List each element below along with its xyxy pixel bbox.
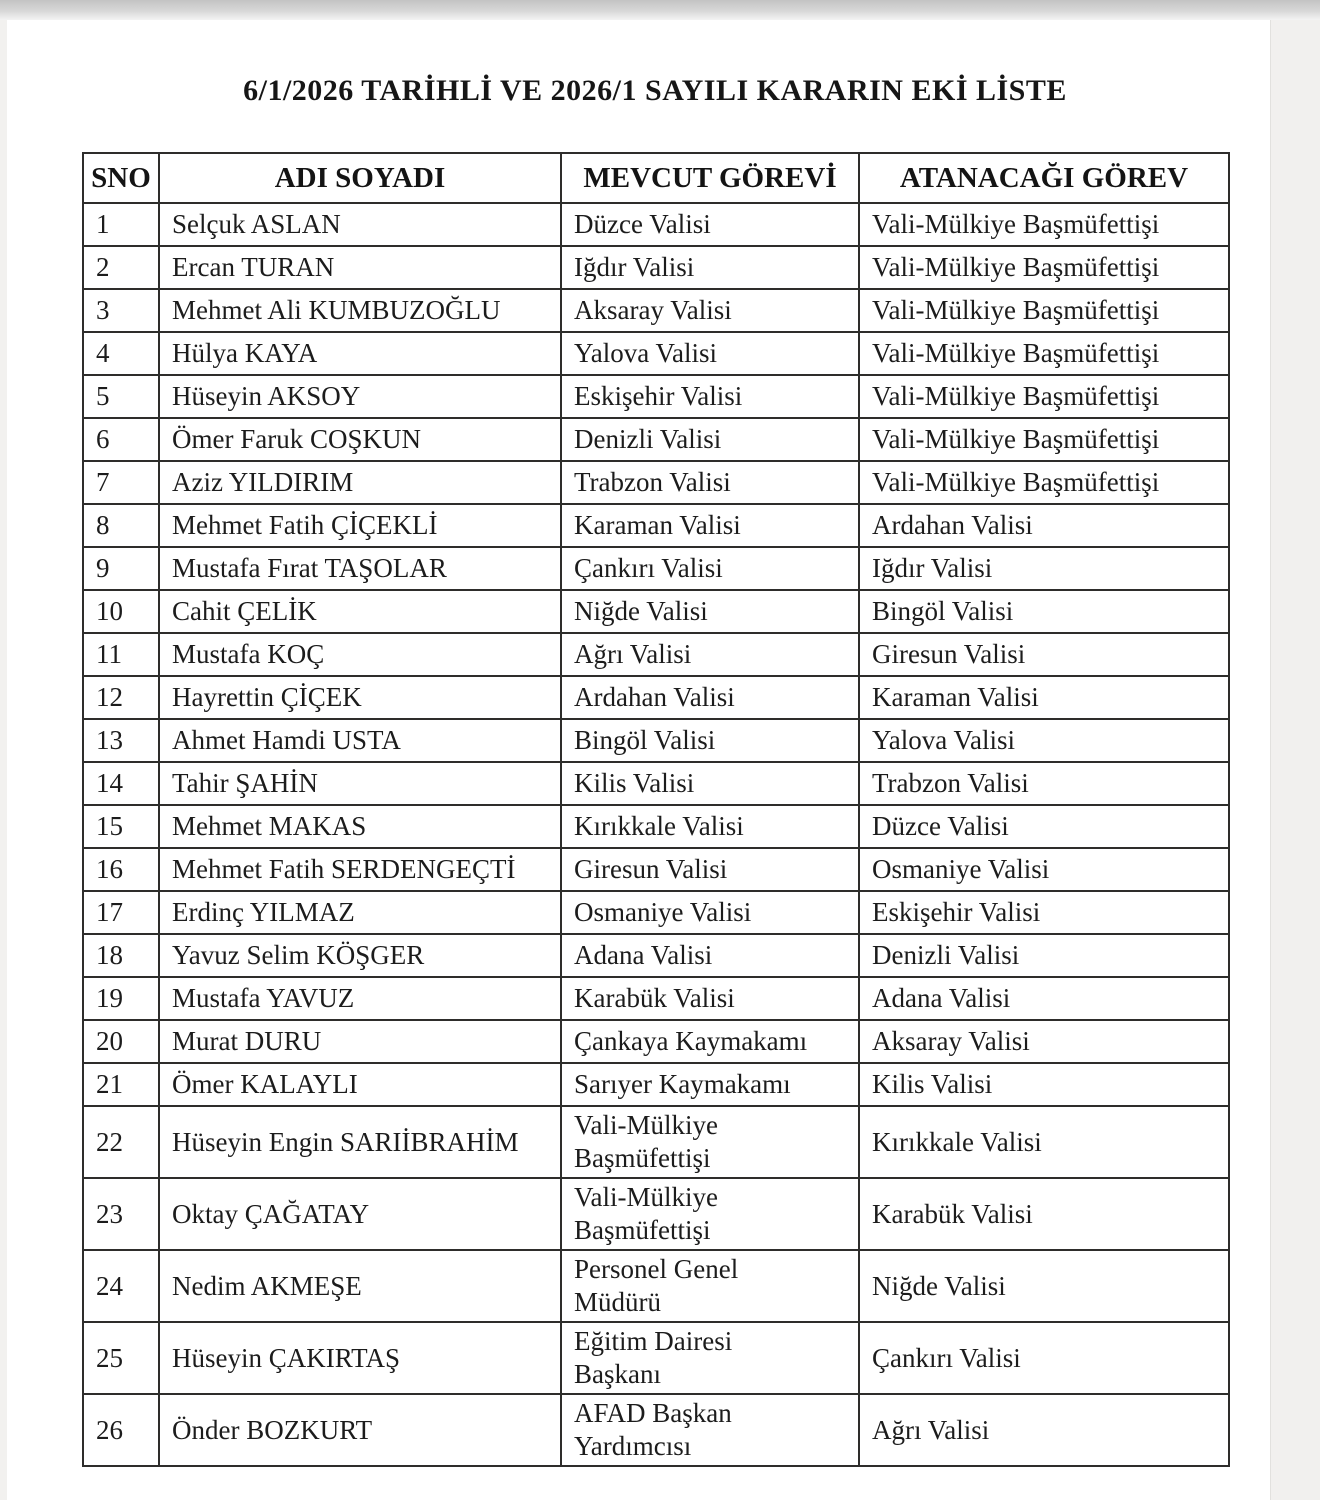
table-row bbox=[83, 891, 1229, 934]
cell-current-post: Personel Genel Müdürü bbox=[561, 1250, 859, 1322]
table-row bbox=[83, 1063, 1229, 1106]
cell-assigned-post: Eskişehir Valisi bbox=[859, 891, 1229, 934]
cell-current-post: Karabük Valisi bbox=[561, 977, 859, 1020]
cell-sno: 4 bbox=[83, 332, 159, 375]
table-row bbox=[83, 590, 1229, 633]
table-row bbox=[83, 461, 1229, 504]
scanner-edge-top bbox=[0, 0, 1320, 20]
cell-assigned-post: Ağrı Valisi bbox=[859, 1394, 1229, 1466]
table-row bbox=[83, 977, 1229, 1020]
cell-sno: 9 bbox=[83, 547, 159, 590]
cell-assigned-post: Adana Valisi bbox=[859, 977, 1229, 1020]
column-header-current-post: MEVCUT GÖREVİ bbox=[561, 153, 859, 203]
cell-current-post: Adana Valisi bbox=[561, 934, 859, 977]
cell-sno: 12 bbox=[83, 676, 159, 719]
cell-sno: 22 bbox=[83, 1106, 159, 1178]
column-header-name: ADI SOYADI bbox=[159, 153, 561, 203]
cell-current-post: Trabzon Valisi bbox=[561, 461, 859, 504]
cell-name: Hüseyin AKSOY bbox=[159, 375, 561, 418]
cell-current-post: Osmaniye Valisi bbox=[561, 891, 859, 934]
cell-current-post: Iğdır Valisi bbox=[561, 246, 859, 289]
cell-current-post: Çankaya Kaymakamı bbox=[561, 1020, 859, 1063]
cell-name: Önder BOZKURT bbox=[159, 1394, 561, 1466]
table-row bbox=[83, 289, 1229, 332]
table-row bbox=[83, 1106, 1229, 1178]
cell-name: Murat DURU bbox=[159, 1020, 561, 1063]
table-row bbox=[83, 848, 1229, 891]
column-header-assigned-post: ATANACAĞI GÖREV bbox=[859, 153, 1229, 203]
cell-assigned-post: Iğdır Valisi bbox=[859, 547, 1229, 590]
cell-assigned-post: Kırıkkale Valisi bbox=[859, 1106, 1229, 1178]
cell-current-post: Eskişehir Valisi bbox=[561, 375, 859, 418]
cell-assigned-post: Düzce Valisi bbox=[859, 805, 1229, 848]
cell-current-post: Karaman Valisi bbox=[561, 504, 859, 547]
cell-name: Mustafa YAVUZ bbox=[159, 977, 561, 1020]
cell-sno: 18 bbox=[83, 934, 159, 977]
table-row bbox=[83, 1394, 1229, 1466]
cell-name: Nedim AKMEŞE bbox=[159, 1250, 561, 1322]
cell-assigned-post: Osmaniye Valisi bbox=[859, 848, 1229, 891]
cell-current-post: Vali-Mülkiye Başmüfettişi bbox=[561, 1106, 859, 1178]
cell-sno: 19 bbox=[83, 977, 159, 1020]
cell-current-post: Sarıyer Kaymakamı bbox=[561, 1063, 859, 1106]
table-body bbox=[83, 203, 1229, 1466]
cell-current-post: Vali-Mülkiye Başmüfettişi bbox=[561, 1178, 859, 1250]
cell-name: Hüseyin Engin SARIİBRAHİM bbox=[159, 1106, 561, 1178]
cell-name: Ercan TURAN bbox=[159, 246, 561, 289]
table-row bbox=[83, 547, 1229, 590]
cell-name: Hüseyin ÇAKIRTAŞ bbox=[159, 1322, 561, 1394]
table-row bbox=[83, 504, 1229, 547]
cell-sno: 17 bbox=[83, 891, 159, 934]
cell-current-post: Niğde Valisi bbox=[561, 590, 859, 633]
cell-sno: 25 bbox=[83, 1322, 159, 1394]
table-row bbox=[83, 332, 1229, 375]
table-row bbox=[83, 1178, 1229, 1250]
cell-name: Tahir ŞAHİN bbox=[159, 762, 561, 805]
cell-current-post: Ağrı Valisi bbox=[561, 633, 859, 676]
cell-current-post: Kırıkkale Valisi bbox=[561, 805, 859, 848]
table-row bbox=[83, 719, 1229, 762]
cell-name: Ömer KALAYLI bbox=[159, 1063, 561, 1106]
cell-name: Hayrettin ÇİÇEK bbox=[159, 676, 561, 719]
cell-assigned-post: Vali-Mülkiye Başmüfettişi bbox=[859, 418, 1229, 461]
cell-assigned-post: Vali-Mülkiye Başmüfettişi bbox=[859, 289, 1229, 332]
cell-assigned-post: Vali-Mülkiye Başmüfettişi bbox=[859, 203, 1229, 246]
cell-name: Mehmet MAKAS bbox=[159, 805, 561, 848]
cell-assigned-post: Denizli Valisi bbox=[859, 934, 1229, 977]
cell-sno: 21 bbox=[83, 1063, 159, 1106]
cell-sno: 3 bbox=[83, 289, 159, 332]
page-edge-left bbox=[0, 20, 7, 1500]
cell-assigned-post: Kilis Valisi bbox=[859, 1063, 1229, 1106]
table-row bbox=[83, 1020, 1229, 1063]
cell-current-post: Yalova Valisi bbox=[561, 332, 859, 375]
table-header-row bbox=[83, 153, 1229, 203]
cell-name: Aziz YILDIRIM bbox=[159, 461, 561, 504]
cell-assigned-post: Vali-Mülkiye Başmüfettişi bbox=[859, 375, 1229, 418]
table-row bbox=[83, 246, 1229, 289]
cell-current-post: Denizli Valisi bbox=[561, 418, 859, 461]
cell-name: Mehmet Fatih ÇİÇEKLİ bbox=[159, 504, 561, 547]
cell-name: Hülya KAYA bbox=[159, 332, 561, 375]
cell-sno: 1 bbox=[83, 203, 159, 246]
table-row bbox=[83, 676, 1229, 719]
cell-assigned-post: Çankırı Valisi bbox=[859, 1322, 1229, 1394]
cell-sno: 11 bbox=[83, 633, 159, 676]
cell-sno: 7 bbox=[83, 461, 159, 504]
cell-sno: 24 bbox=[83, 1250, 159, 1322]
cell-name: Selçuk ASLAN bbox=[159, 203, 561, 246]
cell-assigned-post: Niğde Valisi bbox=[859, 1250, 1229, 1322]
cell-sno: 5 bbox=[83, 375, 159, 418]
table-row bbox=[83, 633, 1229, 676]
cell-assigned-post: Giresun Valisi bbox=[859, 633, 1229, 676]
cell-current-post: Çankırı Valisi bbox=[561, 547, 859, 590]
cell-current-post: Eğitim Dairesi Başkanı bbox=[561, 1322, 859, 1394]
cell-name: Ömer Faruk COŞKUN bbox=[159, 418, 561, 461]
document-title: 6/1/2026 TARİHLİ VE 2026/1 SAYILI KARARIN EKİ LİSTE bbox=[243, 74, 1067, 107]
table-row bbox=[83, 375, 1229, 418]
cell-current-post: Düzce Valisi bbox=[561, 203, 859, 246]
cell-name: Mustafa KOÇ bbox=[159, 633, 561, 676]
cell-current-post: Kilis Valisi bbox=[561, 762, 859, 805]
cell-current-post: Giresun Valisi bbox=[561, 848, 859, 891]
cell-sno: 26 bbox=[83, 1394, 159, 1466]
table-row bbox=[83, 762, 1229, 805]
cell-name: Mehmet Ali KUMBUZOĞLU bbox=[159, 289, 561, 332]
table-row bbox=[83, 1250, 1229, 1322]
cell-sno: 20 bbox=[83, 1020, 159, 1063]
cell-assigned-post: Vali-Mülkiye Başmüfettişi bbox=[859, 332, 1229, 375]
cell-sno: 13 bbox=[83, 719, 159, 762]
column-header-sno: SNO bbox=[83, 153, 159, 203]
cell-assigned-post: Vali-Mülkiye Başmüfettişi bbox=[859, 246, 1229, 289]
cell-assigned-post: Bingöl Valisi bbox=[859, 590, 1229, 633]
cell-current-post: Bingöl Valisi bbox=[561, 719, 859, 762]
cell-assigned-post: Trabzon Valisi bbox=[859, 762, 1229, 805]
table-row bbox=[83, 805, 1229, 848]
cell-current-post: Aksaray Valisi bbox=[561, 289, 859, 332]
cell-sno: 8 bbox=[83, 504, 159, 547]
cell-assigned-post: Aksaray Valisi bbox=[859, 1020, 1229, 1063]
page-edge-right bbox=[1270, 20, 1320, 1500]
cell-name: Ahmet Hamdi USTA bbox=[159, 719, 561, 762]
cell-assigned-post: Karabük Valisi bbox=[859, 1178, 1229, 1250]
cell-name: Yavuz Selim KÖŞGER bbox=[159, 934, 561, 977]
cell-sno: 6 bbox=[83, 418, 159, 461]
cell-sno: 2 bbox=[83, 246, 159, 289]
cell-assigned-post: Ardahan Valisi bbox=[859, 504, 1229, 547]
cell-name: Erdinç YILMAZ bbox=[159, 891, 561, 934]
table-row bbox=[83, 203, 1229, 246]
appointments-table bbox=[82, 152, 1230, 1467]
cell-sno: 16 bbox=[83, 848, 159, 891]
cell-sno: 15 bbox=[83, 805, 159, 848]
cell-name: Oktay ÇAĞATAY bbox=[159, 1178, 561, 1250]
table-row bbox=[83, 1322, 1229, 1394]
table-row bbox=[83, 418, 1229, 461]
cell-name: Mustafa Fırat TAŞOLAR bbox=[159, 547, 561, 590]
cell-current-post: AFAD Başkan Yardımcısı bbox=[561, 1394, 859, 1466]
cell-assigned-post: Karaman Valisi bbox=[859, 676, 1229, 719]
cell-current-post: Ardahan Valisi bbox=[561, 676, 859, 719]
cell-sno: 10 bbox=[83, 590, 159, 633]
cell-name: Mehmet Fatih SERDENGEÇTİ bbox=[159, 848, 561, 891]
cell-name: Cahit ÇELİK bbox=[159, 590, 561, 633]
cell-assigned-post: Yalova Valisi bbox=[859, 719, 1229, 762]
cell-assigned-post: Vali-Mülkiye Başmüfettişi bbox=[859, 461, 1229, 504]
table-row bbox=[83, 934, 1229, 977]
cell-sno: 14 bbox=[83, 762, 159, 805]
cell-sno: 23 bbox=[83, 1178, 159, 1250]
